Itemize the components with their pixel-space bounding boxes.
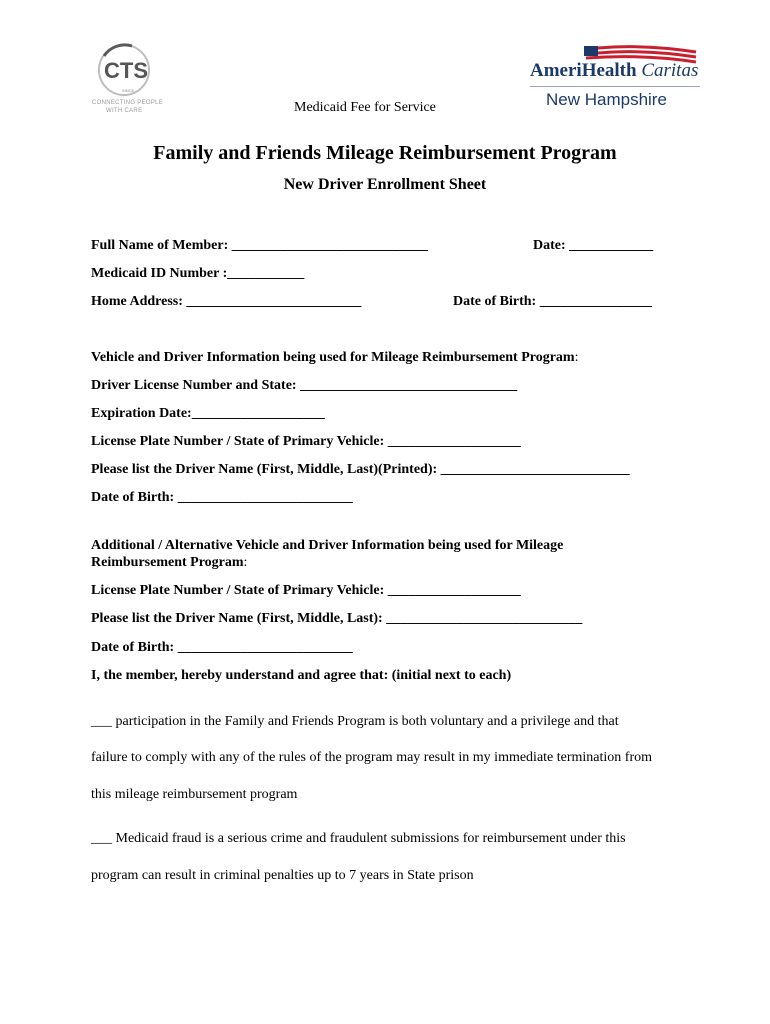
alt-driver-dob-field[interactable]: Date of Birth: _________________________ bbox=[91, 640, 353, 655]
cts-since: SINCE bbox=[122, 88, 135, 93]
agreement-item2-line1[interactable]: ___ Medicaid fraud is a serious crime and fraudulent submissions for reimbursement under this bbox=[91, 831, 626, 846]
driver-dob-field[interactable]: Date of Birth: _________________________ bbox=[91, 490, 353, 505]
program-type-label: Medicaid Fee for Service bbox=[294, 100, 436, 115]
alt-section-heading-line1: Additional / Alternative Vehicle and Driver Information being used for Mileage bbox=[91, 538, 564, 553]
full-name-field[interactable]: Full Name of Member: ____________________________ bbox=[91, 238, 428, 253]
cts-wordmark: CTS bbox=[104, 58, 148, 83]
agreement-item1-line1[interactable]: ___ participation in the Family and Friends Program is both voluntary and a privilege and that bbox=[91, 714, 619, 729]
amerihealth-brand-main: AmeriHealth bbox=[530, 60, 637, 81]
vehicle-heading-text: Vehicle and Driver Information being used for Mileage Reimbursement Program bbox=[91, 350, 575, 365]
cts-logo bbox=[92, 42, 172, 118]
page-title: Family and Friends Mileage Reimbursement Program bbox=[153, 142, 617, 164]
page-subtitle: New Driver Enrollment Sheet bbox=[283, 176, 487, 193]
vehicle-heading-colon: : bbox=[574, 350, 579, 365]
cts-logo-mark bbox=[92, 42, 172, 98]
amerihealth-brand bbox=[530, 60, 698, 82]
cts-tagline-2: WITH CARE bbox=[106, 108, 143, 114]
logo-divider bbox=[530, 86, 700, 87]
member-dob-field[interactable]: Date of Birth: ________________ bbox=[453, 294, 652, 309]
amerihealth-state: New Hampshire bbox=[546, 90, 667, 109]
alt-heading-colon: : bbox=[243, 555, 248, 570]
alt-heading-text: Reimbursement Program bbox=[91, 555, 244, 570]
amerihealth-brand-script: Caritas bbox=[641, 60, 699, 81]
amerihealth-logo bbox=[528, 42, 703, 117]
alt-license-plate-field[interactable]: License Plate Number / State of Primary Vehicle: ___________________ bbox=[91, 583, 521, 598]
agreement-item2-line2: program can result in criminal penalties up to 7 years in State prison bbox=[91, 868, 474, 883]
expiration-date-field[interactable]: Expiration Date:___________________ bbox=[91, 406, 325, 421]
cts-tagline-1: CONNECTING PEOPLE bbox=[92, 100, 164, 106]
license-plate-field[interactable]: License Plate Number / State of Primary Vehicle: ___________________ bbox=[91, 434, 521, 449]
agreement-item1-line3: this mileage reimbursement program bbox=[91, 787, 298, 802]
alt-driver-name-field[interactable]: Please list the Driver Name (First, Middle, Last): ____________________________ bbox=[91, 611, 583, 626]
driver-name-field[interactable]: Please list the Driver Name (First, Middle, Last)(Printed): ___________________________ bbox=[91, 462, 630, 477]
home-address-field[interactable]: Home Address: _________________________ bbox=[91, 294, 362, 309]
agreement-item1-line2: failure to comply with any of the rules of the program may result in my immediate termination from bbox=[91, 750, 653, 765]
agreement-heading: I, the member, hereby understand and agree that: (initial next to each) bbox=[91, 668, 512, 683]
date-field[interactable]: Date: ____________ bbox=[533, 238, 654, 253]
medicaid-id-field[interactable]: Medicaid ID Number :___________ bbox=[91, 266, 305, 281]
driver-license-field[interactable]: Driver License Number and State: _______________________________ bbox=[91, 378, 518, 393]
alt-section-heading-line2 bbox=[91, 555, 247, 571]
vehicle-section-heading bbox=[91, 350, 579, 366]
